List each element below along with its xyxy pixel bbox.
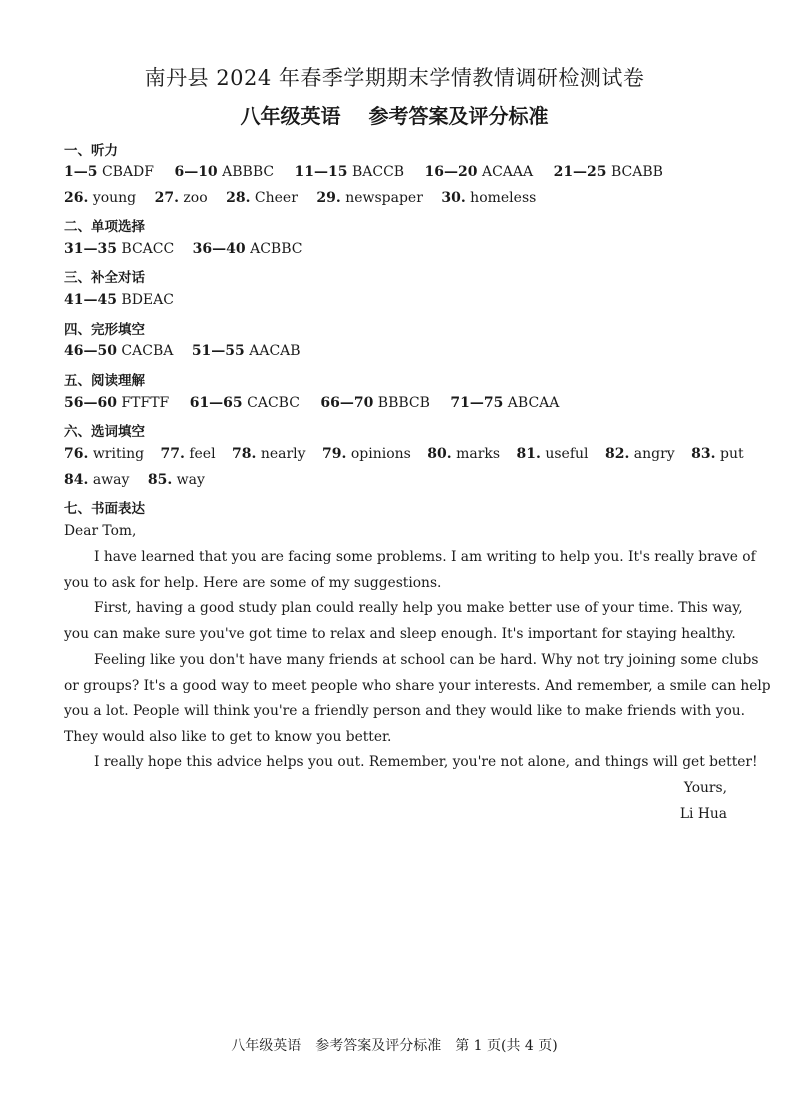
section-heading-word-fill: 六、选词填空 (64, 424, 145, 440)
page-footer: 八年级英语 参考答案及评分标准 第 1 页(共 4 页) (231, 1038, 558, 1054)
letter-signature: Li Hua (679, 806, 727, 822)
answer-row-word-fill-1 (64, 446, 744, 462)
answer-group: 21—25 BCABB (553, 164, 663, 180)
letter-line: I really hope this advice helps you out. Remember, you're not alone, and things will get better! (94, 754, 758, 770)
answer-item: 77. feel (160, 446, 216, 462)
answer-item: 27. zoo (154, 190, 208, 206)
answer-item: 26. young (64, 190, 137, 206)
section-heading-cloze: 四、完形填空 (64, 322, 145, 338)
letter-line: Feeling like you don't have many friends at school can be hard. Why not try joining some clubs (94, 652, 759, 668)
answer-group: 31—35 BCACC (64, 241, 175, 257)
letter-line: I have learned that you are facing some problems. I am writing to help you. It's really brave of (94, 549, 756, 565)
answer-group: 36—40 ACBBC (192, 241, 303, 257)
letter-line: or groups? It's a good way to meet people who share your interests. And remember, a smile can help (64, 678, 771, 694)
answer-item: 78. nearly (232, 446, 306, 462)
answer-group: 16—20 ACAAA (424, 164, 534, 180)
subject-label: 八年级英语 (240, 104, 341, 128)
answer-row-dialogue (64, 292, 727, 308)
answer-group: 11—15 BACCB (294, 164, 405, 180)
answer-group: 46—50 CACBA (64, 343, 174, 359)
answer-group: 1—5 CBADF (64, 164, 154, 180)
answer-group: 41—45 BDEAC (64, 292, 174, 308)
section-heading-single-choice: 二、单项选择 (64, 219, 145, 235)
answer-item: 79. opinions (322, 446, 411, 462)
answer-row-single-choice (64, 241, 727, 257)
answer-group: 51—55 AACAB (191, 343, 301, 359)
letter-line: First, having a good study plan could really help you make better use of your time. This way, (94, 600, 743, 616)
answer-item: 28. Cheer (226, 190, 298, 206)
answer-item: 29. newspaper (316, 190, 423, 206)
answer-item: 30. homeless (441, 190, 537, 206)
section-heading-listening: 一、听力 (64, 143, 118, 159)
answer-row-cloze (64, 343, 727, 359)
exam-subtitle (0, 100, 789, 129)
letter-closing: Yours, (683, 780, 727, 796)
letter-greeting: Dear Tom, (64, 523, 137, 539)
answer-group: 61—65 CACBC (189, 395, 300, 411)
answer-row-reading (64, 395, 727, 411)
answer-item: 82. angry (604, 446, 675, 462)
section-heading-dialogue: 三、补全对话 (64, 270, 145, 286)
exam-title: 南丹县 2024 年春季学期期末学情教情调研检测试卷 (144, 66, 645, 90)
letter-line: you to ask for help. Here are some of my suggestions. (64, 575, 442, 591)
answer-group: 66—70 BBBCB (320, 395, 430, 411)
section-heading-writing: 七、书面表达 (64, 501, 145, 517)
answer-item: 80. marks (427, 446, 501, 462)
answer-group: 71—75 ABCAA (450, 395, 560, 411)
answer-item: 83. put (691, 446, 744, 462)
answer-item: 81. useful (516, 446, 589, 462)
answer-row-word-fill-2 (64, 472, 727, 488)
answer-row-listening-2 (64, 190, 727, 206)
letter-line: you a lot. People will think you're a friendly person and they would like to make friends with you. (64, 703, 746, 719)
answer-item: 76. writing (64, 446, 145, 462)
answer-row-listening-1 (64, 164, 727, 180)
letter-line: They would also like to get to know you better. (64, 729, 392, 745)
answer-item: 85. way (147, 472, 205, 488)
letter-line: you can make sure you've got time to relax and sleep enough. It's important for staying healthy. (64, 626, 736, 642)
answer-item: 84. away (64, 472, 130, 488)
section-heading-reading: 五、阅读理解 (64, 373, 145, 389)
answer-key-label: 参考答案及评分标准 (368, 104, 549, 128)
answer-group: 6—10 ABBBC (174, 164, 275, 180)
answer-group: 56—60 FTFTF (64, 395, 170, 411)
